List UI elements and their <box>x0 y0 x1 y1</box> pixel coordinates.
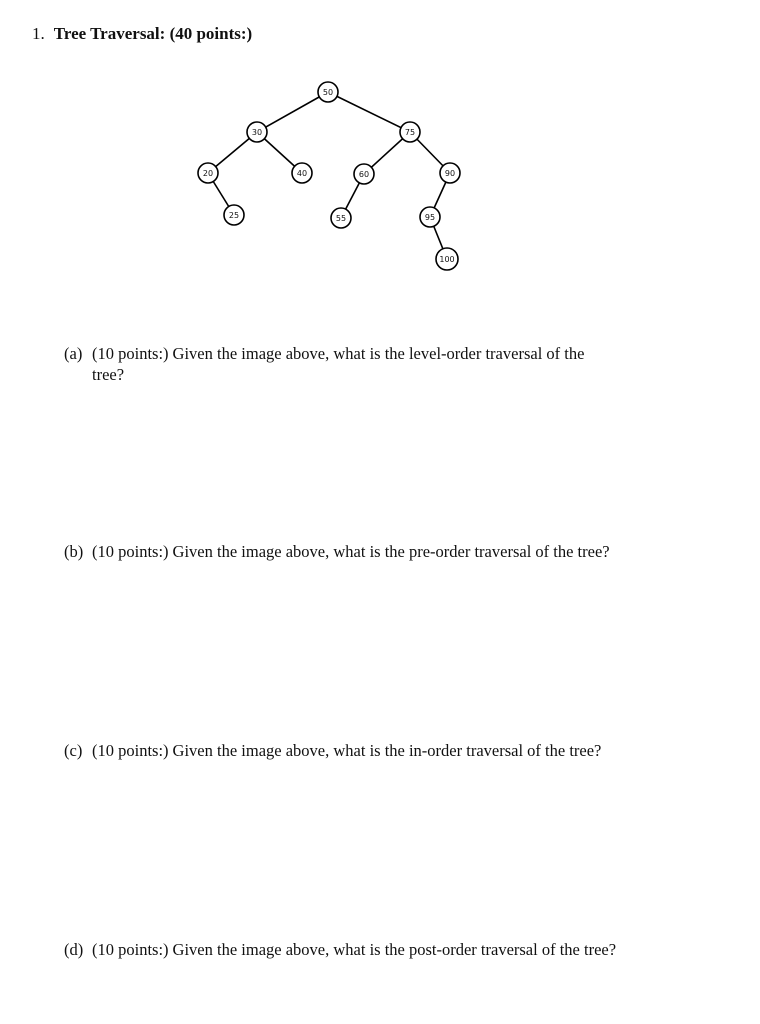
question-text-block <box>92 740 620 761</box>
question-points: (10 points:) <box>92 940 169 959</box>
binary-tree-diagram <box>0 0 760 300</box>
tree-node-label: 100 <box>439 255 455 264</box>
problem-number: 1. <box>32 24 45 43</box>
tree-node-25 <box>224 205 244 225</box>
tree-node-label: 40 <box>296 169 308 178</box>
question-text-block <box>92 541 620 562</box>
tree-node-50 <box>318 82 338 102</box>
problem-title: Tree Traversal: <box>53 24 166 43</box>
question-text-block <box>92 343 620 385</box>
question-label: (d) <box>64 940 84 959</box>
question-text-block <box>92 939 620 960</box>
question-label: (b) <box>64 542 84 561</box>
tree-node-label: 90 <box>444 169 456 178</box>
tree-edges <box>208 92 450 259</box>
tree-node-40 <box>292 163 312 183</box>
question-d <box>64 939 620 960</box>
tree-node-60 <box>354 164 374 184</box>
tree-nodes <box>198 82 460 270</box>
question-text: Given the image above, what is the in-order traversal of the tree? <box>172 741 602 760</box>
tree-node-90 <box>440 163 460 183</box>
tree-node-label: 55 <box>335 214 347 223</box>
tree-node-30 <box>247 122 267 142</box>
tree-edge <box>328 92 410 132</box>
question-a <box>64 343 620 385</box>
tree-node-55 <box>331 208 351 228</box>
question-label: (a) <box>64 344 83 363</box>
tree-node-95 <box>420 207 440 227</box>
tree-node-20 <box>198 163 218 183</box>
question-text: Given the image above, what is the pre-order traversal of the tree? <box>172 542 610 561</box>
question-points: (10 points:) <box>92 542 169 561</box>
question-text: Given the image above, what is the post-order traversal of the tree? <box>172 940 617 959</box>
question-points: (10 points:) <box>92 344 169 363</box>
question-c <box>64 740 620 761</box>
question-text: Given the image above, what is the level-order traversal of the tree? <box>92 344 585 384</box>
problem-points: (40 points:) <box>169 24 253 43</box>
tree-node-label: 25 <box>228 211 240 220</box>
tree-edge <box>257 92 328 132</box>
question-points: (10 points:) <box>92 741 169 760</box>
tree-node-label: 75 <box>404 128 416 137</box>
tree-node-label: 60 <box>358 170 370 179</box>
tree-node-label: 20 <box>202 169 214 178</box>
tree-node-label: 95 <box>424 213 436 222</box>
question-b <box>64 541 620 562</box>
tree-node-75 <box>400 122 420 142</box>
tree-node-label: 50 <box>322 88 334 97</box>
tree-node-100 <box>436 248 458 270</box>
tree-node-label: 30 <box>251 128 263 137</box>
question-label: (c) <box>64 741 83 760</box>
